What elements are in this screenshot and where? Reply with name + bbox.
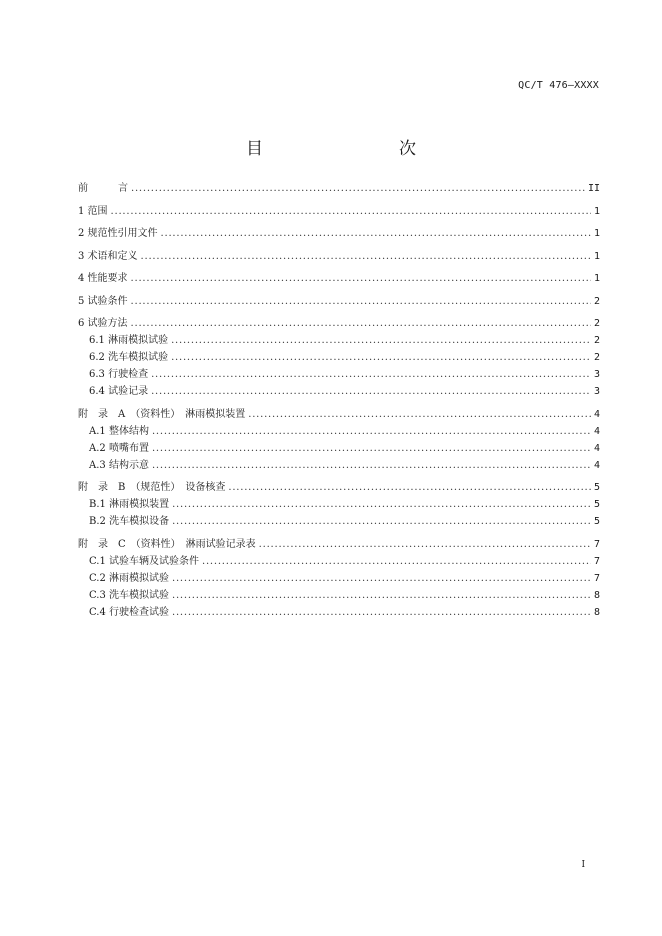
toc-entry[interactable]: [78, 315, 600, 332]
toc-entry[interactable]: [78, 225, 600, 242]
toc-entry-label: C.2 淋雨模拟试验: [89, 572, 170, 584]
toc-leader-dots: [131, 180, 585, 197]
toc-entry-page: 5: [593, 516, 600, 527]
toc-leader-dots: [202, 553, 591, 570]
toc-entry-label: 6.2 洗车模拟试验: [89, 352, 169, 363]
toc-entry[interactable]: [78, 203, 600, 220]
toc-entry[interactable]: [78, 570, 600, 587]
toc-entry-label: 6.4 试验记录: [89, 386, 149, 397]
toc-leader-dots: [172, 587, 591, 604]
toc-entry-page: 2: [593, 352, 600, 363]
document-code: QC/T 476—XXXX: [518, 80, 599, 91]
toc-leader-dots: [161, 225, 591, 242]
toc-leader-dots: [152, 423, 591, 440]
toc-entry[interactable]: [78, 553, 600, 570]
toc-entry-label: C.1 试验车辆及试验条件: [89, 555, 200, 567]
toc-entry[interactable]: [78, 423, 600, 440]
toc-entry-label: 6 试验方法: [78, 318, 128, 329]
toc-entry[interactable]: [78, 536, 600, 553]
toc-entry-page: 7: [593, 538, 600, 550]
toc-entry-page: 1: [593, 228, 600, 239]
toc-entry-page: 4: [593, 459, 600, 471]
toc-entry-label: 附 录 B （规范性） 设备核查: [78, 482, 226, 493]
toc-leader-dots: [172, 604, 591, 621]
toc-entry-page: 7: [593, 572, 600, 584]
toc-entry-label: 4 性能要求: [78, 273, 128, 284]
toc-leader-dots: [131, 270, 591, 287]
toc-entry-label: 5 试验条件: [78, 295, 128, 307]
toc-entry-page: 1: [593, 273, 600, 284]
toc-entry-page: 5: [593, 482, 600, 493]
toc-leader-dots: [151, 366, 591, 383]
toc-entry-page: 1: [593, 250, 600, 262]
toc-leader-dots: [248, 406, 591, 423]
toc-entry-label: 附 录 A （资料性） 淋雨模拟装置: [78, 408, 246, 420]
toc-entry[interactable]: [78, 479, 600, 496]
toc-entry[interactable]: [78, 180, 600, 197]
toc-leader-dots: [228, 479, 591, 496]
toc-entry[interactable]: [78, 366, 600, 383]
page-number: I: [581, 860, 585, 870]
toc-entry-label: C.3 洗车模拟试验: [89, 589, 170, 601]
toc-entry[interactable]: [78, 513, 600, 530]
toc-entry-page: 5: [593, 499, 600, 510]
toc-entry-page: 4: [593, 442, 600, 454]
toc-entry[interactable]: [78, 406, 600, 423]
page-title: 目 次: [246, 139, 450, 159]
toc-entry[interactable]: [78, 270, 600, 287]
toc-entry[interactable]: [78, 349, 600, 366]
toc-leader-dots: [171, 349, 591, 366]
toc-entry-label: 前 言: [78, 183, 128, 194]
toc-entry[interactable]: [78, 457, 600, 474]
toc-leader-dots: [141, 248, 591, 265]
toc-entry-label: 3 术语和定义: [78, 250, 138, 262]
toc-leader-dots: [131, 293, 591, 310]
toc-entry-label: A.2 喷嘴布置: [89, 442, 149, 454]
toc-entry[interactable]: [78, 383, 600, 400]
toc-entry[interactable]: [78, 293, 600, 310]
toc-leader-dots: [171, 332, 591, 349]
toc-entry-label: A.1 整体结构: [89, 425, 149, 437]
toc-entry-label: A.3 结构示意: [89, 459, 149, 471]
toc-leader-dots: [131, 315, 591, 332]
toc-entry-label: B.2 洗车模拟设备: [89, 516, 170, 527]
toc-entry-label: B.1 淋雨模拟装置: [89, 499, 170, 510]
toc-entry-page: 3: [593, 369, 600, 380]
toc-leader-dots: [152, 440, 591, 457]
toc-entry-page: II: [587, 183, 600, 194]
toc-entry-label: 6.1 淋雨模拟试验: [89, 335, 169, 346]
toc-entry-page: 4: [593, 408, 600, 420]
toc-leader-dots: [111, 203, 591, 220]
toc-entry[interactable]: [78, 332, 600, 349]
toc-entry-page: 4: [593, 425, 600, 437]
toc-entry[interactable]: [78, 440, 600, 457]
toc-entry[interactable]: [78, 496, 600, 513]
toc-entry-page: 8: [593, 589, 600, 601]
toc-entry-label: 2 规范性引用文件: [78, 228, 158, 239]
toc-entry-page: 2: [593, 335, 600, 346]
toc-entry-page: 3: [593, 386, 600, 397]
toc-entry-label: C.4 行驶检查试验: [89, 606, 170, 618]
toc-entry-label: 1 范围: [78, 205, 108, 217]
toc-leader-dots: [172, 570, 591, 587]
toc-entry-label: 附 录 C （资料性） 淋雨试验记录表: [78, 538, 256, 550]
toc-entry-page: 8: [593, 606, 600, 618]
toc-leader-dots: [151, 383, 591, 400]
toc-entry-page: 7: [593, 555, 600, 567]
toc-entry-label: 6.3 行驶检查: [89, 369, 149, 380]
toc-entry-page: 2: [593, 295, 600, 307]
toc-entry[interactable]: [78, 604, 600, 621]
toc-entry-page: 2: [593, 318, 600, 329]
toc-entry-page: 1: [593, 205, 600, 217]
toc-leader-dots: [259, 536, 591, 553]
table-of-contents: [78, 180, 600, 621]
toc-leader-dots: [172, 513, 591, 530]
toc-entry[interactable]: [78, 248, 600, 265]
toc-entry[interactable]: [78, 587, 600, 604]
toc-leader-dots: [152, 457, 591, 474]
toc-leader-dots: [172, 496, 591, 513]
